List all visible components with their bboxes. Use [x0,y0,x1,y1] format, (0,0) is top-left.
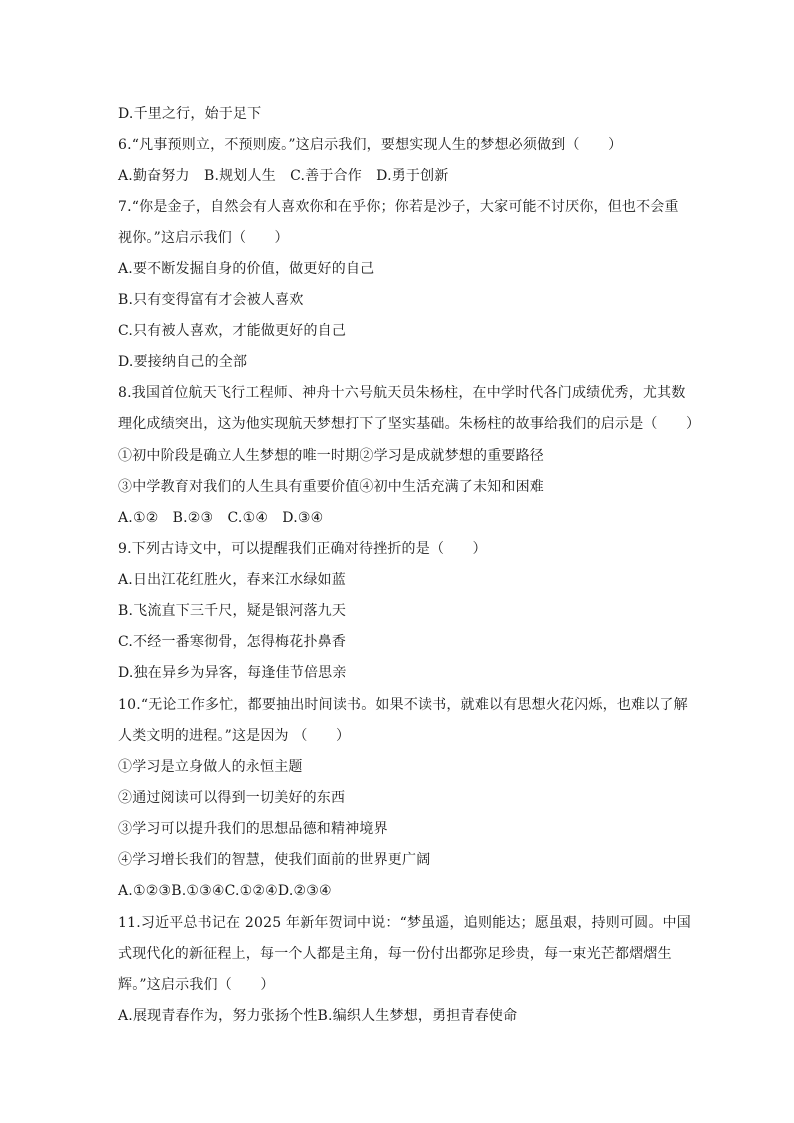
question-8-options: A.①② B.②③ C.①④ D.③④ [118,510,324,526]
question-10-statement-1: ①学习是立身做人的永恒主题 [118,759,303,775]
question-9-option-a: A.日出江花红胜火，春来江水绿如蓝 [118,572,346,588]
question-10-statement-4: ④学习增长我们的智慧，使我们面前的世界更广阔 [118,852,431,868]
question-7-option-b: B.只有变得富有才会被人喜欢 [118,292,304,308]
question-10-statement-3: ③学习可以提升我们的思想品德和精神境界 [118,821,388,837]
question-9-stem: 9.下列古诗文中，可以提醒我们正确对待挫折的是（ ） [118,541,487,557]
option-d-q5: D.千里之行，始于足下 [118,106,262,122]
question-9-option-b: B.飞流直下三千尺，疑是银河落九天 [118,603,347,619]
question-10-stem-line-2: 人类文明的进程。”这是因为 （ ） [118,728,351,744]
question-9-option-c: C.不经一番寒彻骨，怎得梅花扑鼻香 [118,634,347,650]
question-6-options: A.勤奋努力 B.规划人生 C.善于合作 D.勇于创新 [118,168,449,184]
question-11-stem-line-2: 式现代化的新征程上，每一个人都是主角，每一份付出都弥足珍贵，每一束光芒都熠熠生 [118,946,672,962]
question-9-option-d: D.独在异乡为异客，每逢佳节倍思亲 [118,665,347,681]
question-8-stem-line-1: 8.我国首位航天飞行工程师、神舟十六号航天员朱杨柱，在中学时代各门成绩优秀，尤其数 [118,385,686,401]
question-10-options: A.①②③B.①③④C.①②④D.②③④ [118,883,332,899]
question-10-stem-line-1: 10.“无论工作多忙，都要抽出时间读书。如果不读书，就难以有思想火花闪烁，也难以了解 [118,697,688,713]
question-7-stem-line-1: 7.“你是金子，自然会有人喜欢你和在乎你；你若是沙子，大家可能不讨厌你，但也不会重 [118,199,679,215]
question-11-options-a-b: A.展现青春作为，努力张扬个性B.编织人生梦想，勇担青春使命 [118,1008,518,1024]
question-7-option-c: C.只有被人喜欢，才能做更好的自己 [118,323,347,339]
question-10-statement-2: ②通过阅读可以得到一切美好的东西 [118,790,346,806]
question-8-stem-line-2: 理化成绩突出，这为他实现航天梦想打下了坚实基础。朱杨柱的故事给我们的启示是（ ） [118,416,701,432]
question-7-option-a: A.要不断发掘自身的价值，做更好的自己 [118,261,375,277]
question-11-stem-line-3: 辉。”这启示我们（ ） [118,977,275,993]
question-8-statements-1-2: ①初中阶段是确立人生梦想的唯一时期②学习是成就梦想的重要路径 [118,448,544,464]
question-6-stem: 6.“凡事预则立，不预则废。”这启示我们，要想实现人生的梦想必须做到（ ） [118,137,623,153]
question-7-option-d: D.要接纳自己的全部 [118,354,248,370]
question-11-stem-line-1: 11.习近平总书记在 2025 年新年贺词中说：“梦虽遥，追则能达；愿虽艰，持则可圆。中国 [118,915,691,931]
question-8-statements-3-4: ③中学教育对我们的人生具有重要价值④初中生活充满了未知和困难 [118,479,544,495]
question-7-stem-line-2: 视你。”这启示我们（ ） [118,230,289,246]
